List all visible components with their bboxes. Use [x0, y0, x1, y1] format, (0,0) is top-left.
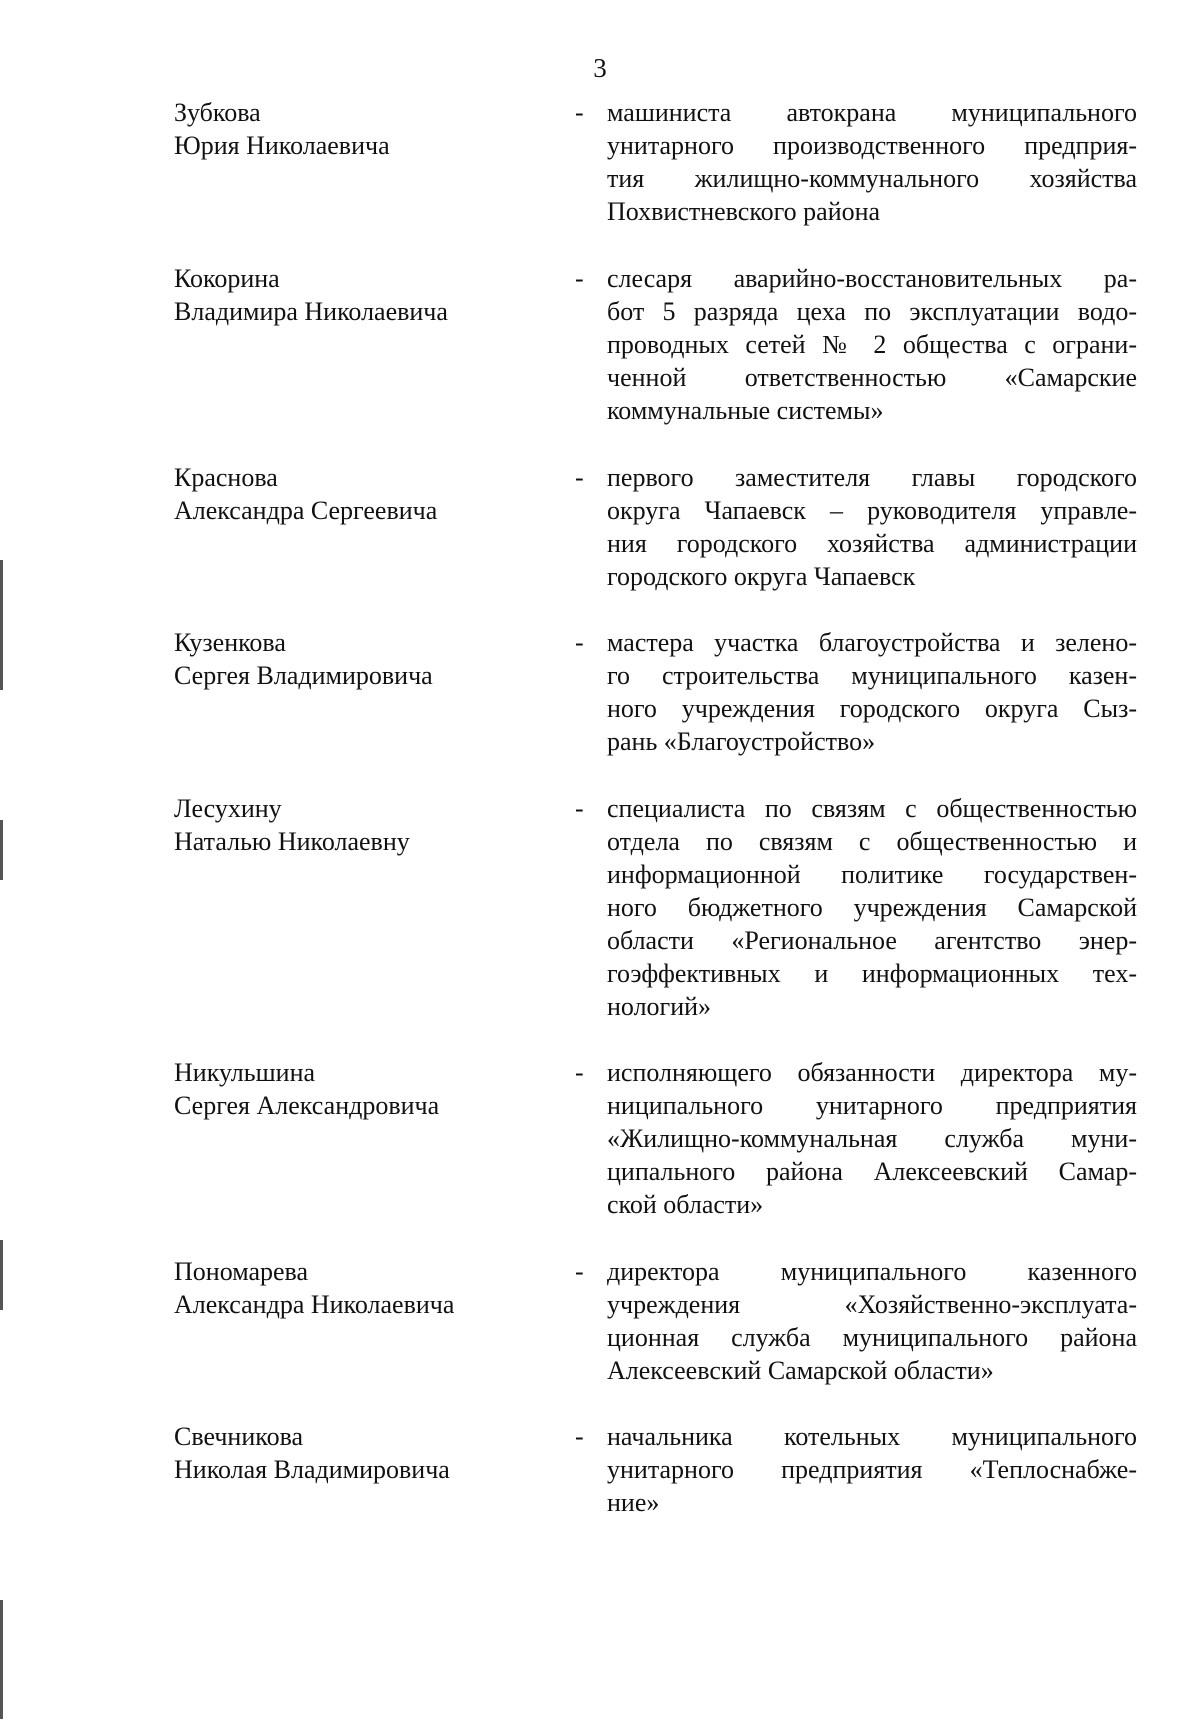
description-line: Алексеевский Самарской области» — [607, 1356, 994, 1385]
description-line: специалиста по связям с общественностью — [607, 794, 1137, 823]
person-name — [174, 262, 554, 328]
description-line: ния городского хозяйства администрации — [607, 529, 1137, 558]
dash-separator: - — [575, 1257, 584, 1286]
person-name — [174, 461, 554, 527]
description-line: ного бюджетного учреждения Самарской — [607, 893, 1137, 922]
person-name — [174, 96, 554, 162]
description-line: коммунальные системы» — [607, 396, 884, 425]
description-line: рань «Благоустройство» — [607, 727, 876, 756]
description-line: отдела по связям с общественностью и — [607, 827, 1137, 856]
dash-separator: - — [575, 794, 584, 823]
dash-separator: - — [575, 1422, 584, 1451]
description-line: машиниста автокрана муниципального — [607, 98, 1137, 127]
description-line: «Жилищно-коммунальная служба муни- — [607, 1124, 1137, 1153]
page-number: 3 — [593, 53, 607, 83]
given-name: Владимира Николаевича — [174, 297, 448, 326]
surname: Пономарева — [174, 1257, 309, 1286]
dash-separator: - — [575, 463, 584, 492]
description-line: начальника котельных муниципального — [607, 1422, 1137, 1451]
description-line: округа Чапаевск – руководителя управле- — [607, 496, 1137, 525]
given-name: Юрия Николаевича — [174, 131, 390, 160]
description-line: гоэффективных и информационных тех- — [607, 959, 1137, 988]
description-line: унитарного предприятия «Теплоснабже- — [607, 1455, 1137, 1484]
description-line: тия жилищно-коммунального хозяйства — [607, 164, 1137, 193]
description-line: ного учреждения городского округа Сыз- — [607, 694, 1137, 723]
given-name: Александра Николаевича — [174, 1290, 455, 1319]
dash-separator: - — [575, 628, 584, 657]
position-description — [607, 262, 1137, 427]
dash-separator: - — [575, 264, 584, 293]
position-description — [607, 626, 1137, 758]
description-line: ченной ответственностью «Самарские — [607, 363, 1137, 392]
description-line: го строительства муниципального казен- — [607, 661, 1137, 690]
person-name — [174, 626, 554, 692]
position-description — [607, 96, 1137, 228]
given-name: Сергея Александровича — [174, 1091, 440, 1120]
surname: Свечникова — [174, 1422, 304, 1451]
dash-separator: - — [575, 1058, 584, 1087]
description-line: Похвистневского района — [607, 197, 881, 226]
description-line: городского округа Чапаевск — [607, 562, 916, 591]
description-line: ниципального унитарного предприятия — [607, 1091, 1137, 1120]
given-name: Наталью Николаевну — [174, 827, 410, 856]
description-line: учреждения «Хозяйственно-эксплуата- — [607, 1290, 1137, 1319]
description-line: директора муниципального казенного — [607, 1257, 1137, 1286]
position-description — [607, 1255, 1137, 1387]
surname: Зубкова — [174, 98, 261, 127]
description-line: ние» — [607, 1488, 660, 1517]
description-line: исполняющего обязанности директора му- — [607, 1058, 1137, 1087]
position-description — [607, 1056, 1137, 1221]
description-line: области «Региональное агентство энер- — [607, 926, 1137, 955]
description-line: ционная служба муниципального района — [607, 1323, 1137, 1352]
description-line: информационной политике государствен- — [607, 860, 1137, 889]
given-name: Николая Владимировича — [174, 1455, 450, 1484]
description-line: ципального района Алексеевский Самар- — [607, 1157, 1137, 1186]
description-line: ской области» — [607, 1190, 764, 1219]
description-line: нологий» — [607, 992, 712, 1021]
given-name: Сергея Владимировича — [174, 661, 433, 690]
surname: Кузенкова — [174, 628, 286, 657]
surname: Лесухину — [174, 794, 282, 823]
surname: Никульшина — [174, 1058, 316, 1087]
person-name — [174, 1056, 554, 1122]
description-line: первого заместителя главы городского — [607, 463, 1137, 492]
description-line: бот 5 разряда цеха по эксплуатации водо- — [607, 297, 1137, 326]
person-name — [174, 792, 554, 858]
position-description — [607, 1420, 1137, 1519]
description-line: слесаря аварийно-восстановительных ра- — [607, 264, 1137, 293]
description-line: проводных сетей № 2 общества с ограни- — [607, 330, 1137, 359]
surname: Краснова — [174, 463, 278, 492]
description-line: мастера участка благоустройства и зелено- — [607, 628, 1137, 657]
surname: Кокорина — [174, 264, 280, 293]
position-description — [607, 792, 1137, 1023]
given-name: Александра Сергеевича — [174, 496, 438, 525]
description-line: унитарного производственного предприя- — [607, 131, 1137, 160]
position-description — [607, 461, 1137, 593]
person-name — [174, 1255, 554, 1321]
person-name — [174, 1420, 554, 1486]
dash-separator: - — [575, 98, 584, 127]
